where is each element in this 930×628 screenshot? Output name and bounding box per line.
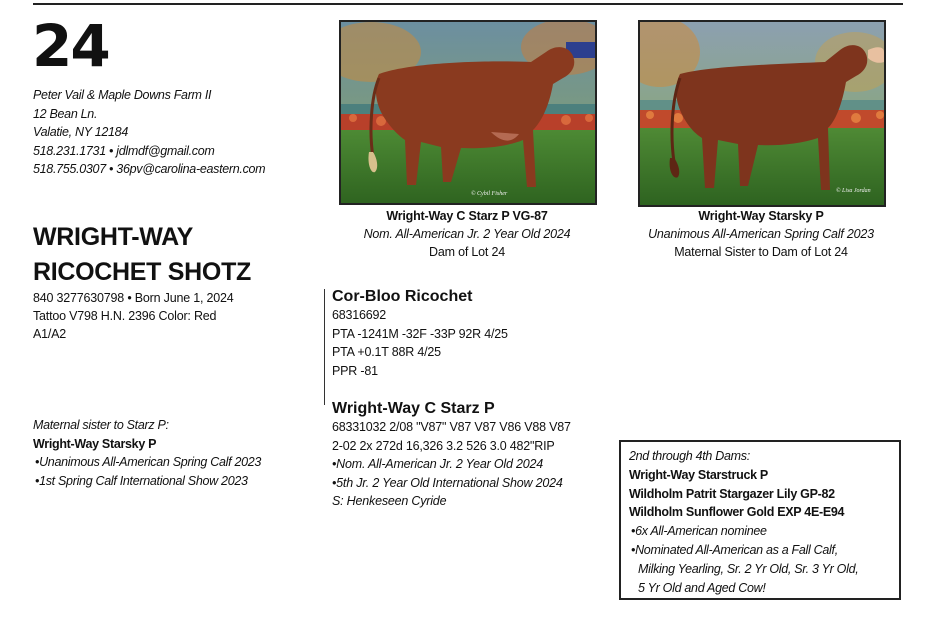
animal-tattoo-color: Tattoo V798 H.N. 2396 Color: Red [33,309,217,323]
animal-name-line-1: WRIGHT-WAY [33,223,193,251]
dam-photo-award: Nom. All-American Jr. 2 Year Old 2024 [363,227,571,241]
maternal-sister-block [33,416,261,490]
animal-name-line-2: RICOCHET SHOTZ [33,258,252,286]
consignor-contact-1: 518.231.1731 • jdlmdf@gmail.com [33,143,215,158]
dams-box [619,440,901,600]
sire-name: Cor-Bloo Ricochet [332,288,473,305]
dam-note: •5th Jr. 2 Year Old International Show 2024 [332,475,563,490]
sister-photo-name: Wright-Way Starsky P [698,209,824,223]
consignor-contact-2: 518.755.0307 • 36pv@carolina-eastern.com [33,162,266,176]
dams-box-note: •6x All-American nominee [631,524,767,539]
dam-photo-illustration [341,22,595,203]
pedigree-bracket [324,289,325,405]
animal-name [33,220,251,290]
dam-photo [339,20,597,205]
dam-sire: S: Henkeseen Cyride [332,494,447,508]
dams-box-2nd-dam: Wright-Way Starstruck P [629,467,768,482]
animal-genotype: A1/A2 [33,327,67,341]
dams-box-note: 5 Yr Old and Aged Cow! [638,580,766,595]
dam-photo-name: Wright-Way C Starz P VG-87 [386,209,548,223]
sire-detail: PTA +0.1T 88R 4/25 [332,345,441,359]
maternal-sister-heading: Maternal sister to Starz P: [33,418,169,432]
dam-detail: 2-02 2x 272d 16,326 3.2 526 3.0 482"RIP [332,438,555,453]
dam-photo-relation: Dam of Lot 24 [429,245,505,259]
lot-number: 24 [32,12,109,80]
animal-info [33,289,234,343]
maternal-sister-achievement: •Unanimous All-American Spring Calf 2023 [35,455,262,469]
sister-photo-award: Unanimous All-American Spring Calf 2023 [648,227,874,241]
consignor-name: Peter Vail & Maple Downs Farm II [33,88,212,102]
maternal-sister-achievement: •1st Spring Calf International Show 2023 [35,473,248,488]
dams-box-heading: 2nd through 4th Dams: [629,449,750,463]
photo-signature: © Lisa Jordan [836,188,871,194]
dams-box-note: •Nominated All-American as a Fall Calf, [631,542,838,557]
sister-photo-relation: Maternal Sister to Dam of Lot 24 [674,245,848,259]
dam-block [332,399,571,511]
sire-detail: 68316692 [332,308,387,322]
dams-box-4th-dam: Wildholm Sunflower Gold EXP 4E-E94 [629,505,845,520]
photo-signature: © Cybil Fisher [471,191,508,197]
dam-name: Wright-Way C Starz P [332,400,495,417]
dams-box-note: Milking Yearling, Sr. 2 Yr Old, Sr. 3 Yr Old, [638,561,859,576]
sire-detail: PTA -1241M -32F -33P 92R 4/25 [332,326,508,341]
dam-note: •Nom. All-American Jr. 2 Year Old 2024 [332,457,543,471]
consignor-address: 12 Bean Ln. [33,106,98,121]
consignor-city: Valatie, NY 12184 [33,125,128,139]
maternal-sister-name: Wright-Way Starsky P [33,436,157,451]
animal-id-birth: 840 3277630798 • Born June 1, 2024 [33,291,234,305]
sister-photo-illustration [640,22,884,205]
dam-detail: 68331032 2/08 "V87" V87 V87 V86 V88 V87 [332,420,571,434]
sister-photo [638,20,886,207]
dams-box-3rd-dam: Wildholm Patrit Stargazer Lily GP-82 [629,486,835,501]
consignor-block [33,86,265,179]
sister-photo-caption [632,207,890,261]
sire-block [332,287,508,380]
dam-photo-caption [339,207,595,261]
sire-detail: PPR -81 [332,363,378,378]
top-rule [33,3,903,5]
